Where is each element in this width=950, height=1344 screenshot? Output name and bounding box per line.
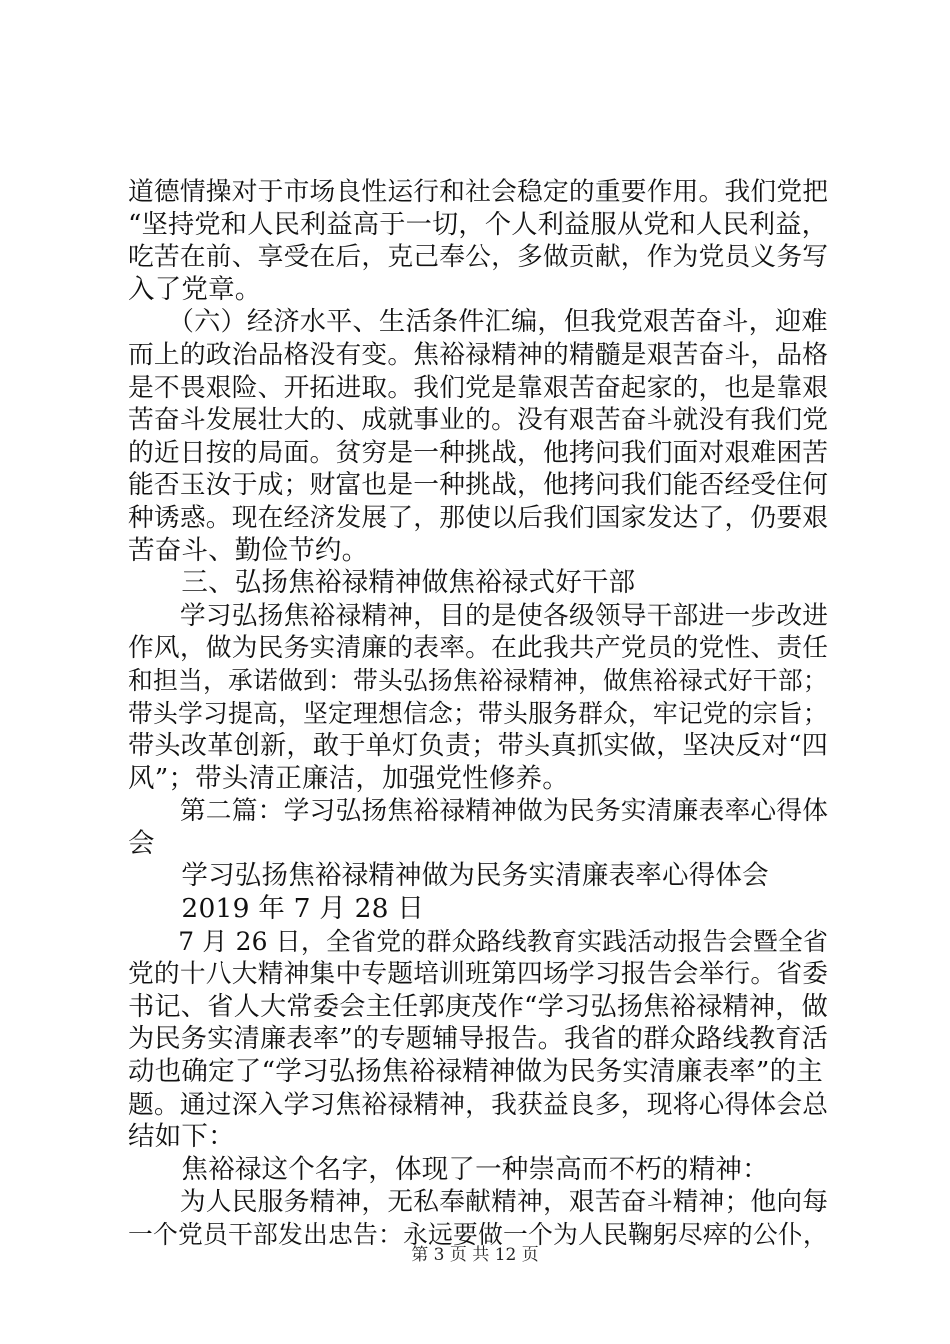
text-line: 党的十八大精神集中专题培训班第四场学习报告会举行。省委 bbox=[128, 959, 829, 990]
text-line: 和担当，承诺做到：带头弘扬焦裕禄精神，做焦裕禄式好干部； bbox=[128, 665, 828, 695]
text-line: 为民务实清廉表率”的专题辅导报告。我省的群众路线教育活 bbox=[128, 1024, 829, 1055]
text-line: 道德情操对于市场良性运行和社会稳定的重要作用。我们党把 bbox=[128, 177, 829, 207]
text-line: 结如下： bbox=[128, 1121, 235, 1153]
text-line: 为人民服务精神，无私奉献精神，艰苦奋斗精神；他向每 bbox=[128, 1187, 829, 1218]
text-line: 而上的政治品格没有变。焦裕禄精神的精髓是艰苦奋斗，品格 bbox=[128, 339, 829, 370]
text-line: 学习弘扬焦裕禄精神，目的是使各级领导干部进一步改进 bbox=[128, 600, 829, 631]
text-line: （六）经济水平、生活条件汇编，但我党艰苦奋斗，迎难 bbox=[128, 307, 828, 338]
text-line: 能否玉汝于成；财富也是一种挑战，他拷问我们能否经受住何 bbox=[128, 470, 829, 501]
text-line: 是不畏艰险、开拓进取。我们党是靠艰苦奋起家的，也是靠艰 bbox=[128, 372, 829, 403]
text-line: 的近日按的局面。贫穷是一种挑战，他拷问我们面对艰难困苦 bbox=[128, 437, 829, 468]
body-text bbox=[128, 176, 832, 1252]
text-line: 焦裕禄这个名字，体现了一种崇高而不朽的精神： bbox=[128, 1153, 769, 1185]
text-line: 苦奋斗发展壮大的、成就事业的。没有艰苦奋斗就没有我们党 bbox=[128, 405, 829, 436]
text-line: 会 bbox=[128, 827, 155, 859]
text-line: 第二篇：学习弘扬焦裕禄精神做为民务实清廉表率心得体 bbox=[128, 796, 829, 827]
text-line: 苦奋斗、勤俭节约。 bbox=[128, 534, 369, 566]
text-line: 学习弘扬焦裕禄精神做为民务实清廉表率心得体会 bbox=[128, 860, 769, 892]
text-line: 作风，做为民务实清廉的表率。在此我共产党员的党性、责任 bbox=[128, 633, 829, 664]
text-line: 带头学习提高，坚定理想信念；带头服务群众，牢记党的宗旨； bbox=[128, 698, 828, 728]
text-line: 入了党章。 bbox=[128, 273, 262, 305]
text-line: 种诱惑。现在经济发展了，那使以后我们国家发达了，仍要艰 bbox=[128, 502, 829, 533]
text-line: 题。通过深入学习焦裕禄精神，我获益良多，现将心得体会总 bbox=[128, 1089, 829, 1120]
text-line: 7 月 26 日，全省党的群众路线教育实践活动报告会暨全省 bbox=[128, 926, 829, 956]
text-line: 2019 年 7 月 28 日 bbox=[128, 893, 425, 925]
text-line: 一个党员干部发出忠告：永远要做一个为人民鞠躬尽瘁的公仆， bbox=[128, 1220, 828, 1249]
text-line: “坚持党和人民利益高于一切，个人利益服从党和人民利益， bbox=[128, 209, 829, 240]
text-line: 风”；带头清正廉洁，加强党性修养。 bbox=[128, 762, 569, 794]
text-line: 动也确定了“学习弘扬焦裕禄精神做为民务实清廉表率”的主 bbox=[128, 1056, 823, 1088]
text-line: 三、弘扬焦裕禄精神做焦裕禄式好干部 bbox=[128, 567, 636, 599]
page-footer: 第 3 页 共 12 页 bbox=[411, 1245, 539, 1265]
text-line: 吃苦在前、享受在后，克己奉公，多做贡献，作为党员义务写 bbox=[128, 242, 829, 273]
text-line: 书记、省人大常委会主任郭庚茂作“学习弘扬焦裕禄精神，做 bbox=[128, 991, 829, 1022]
text-line: 带头改革创新，敢于单灯负责；带头真抓实做，坚决反对“四 bbox=[128, 731, 829, 762]
